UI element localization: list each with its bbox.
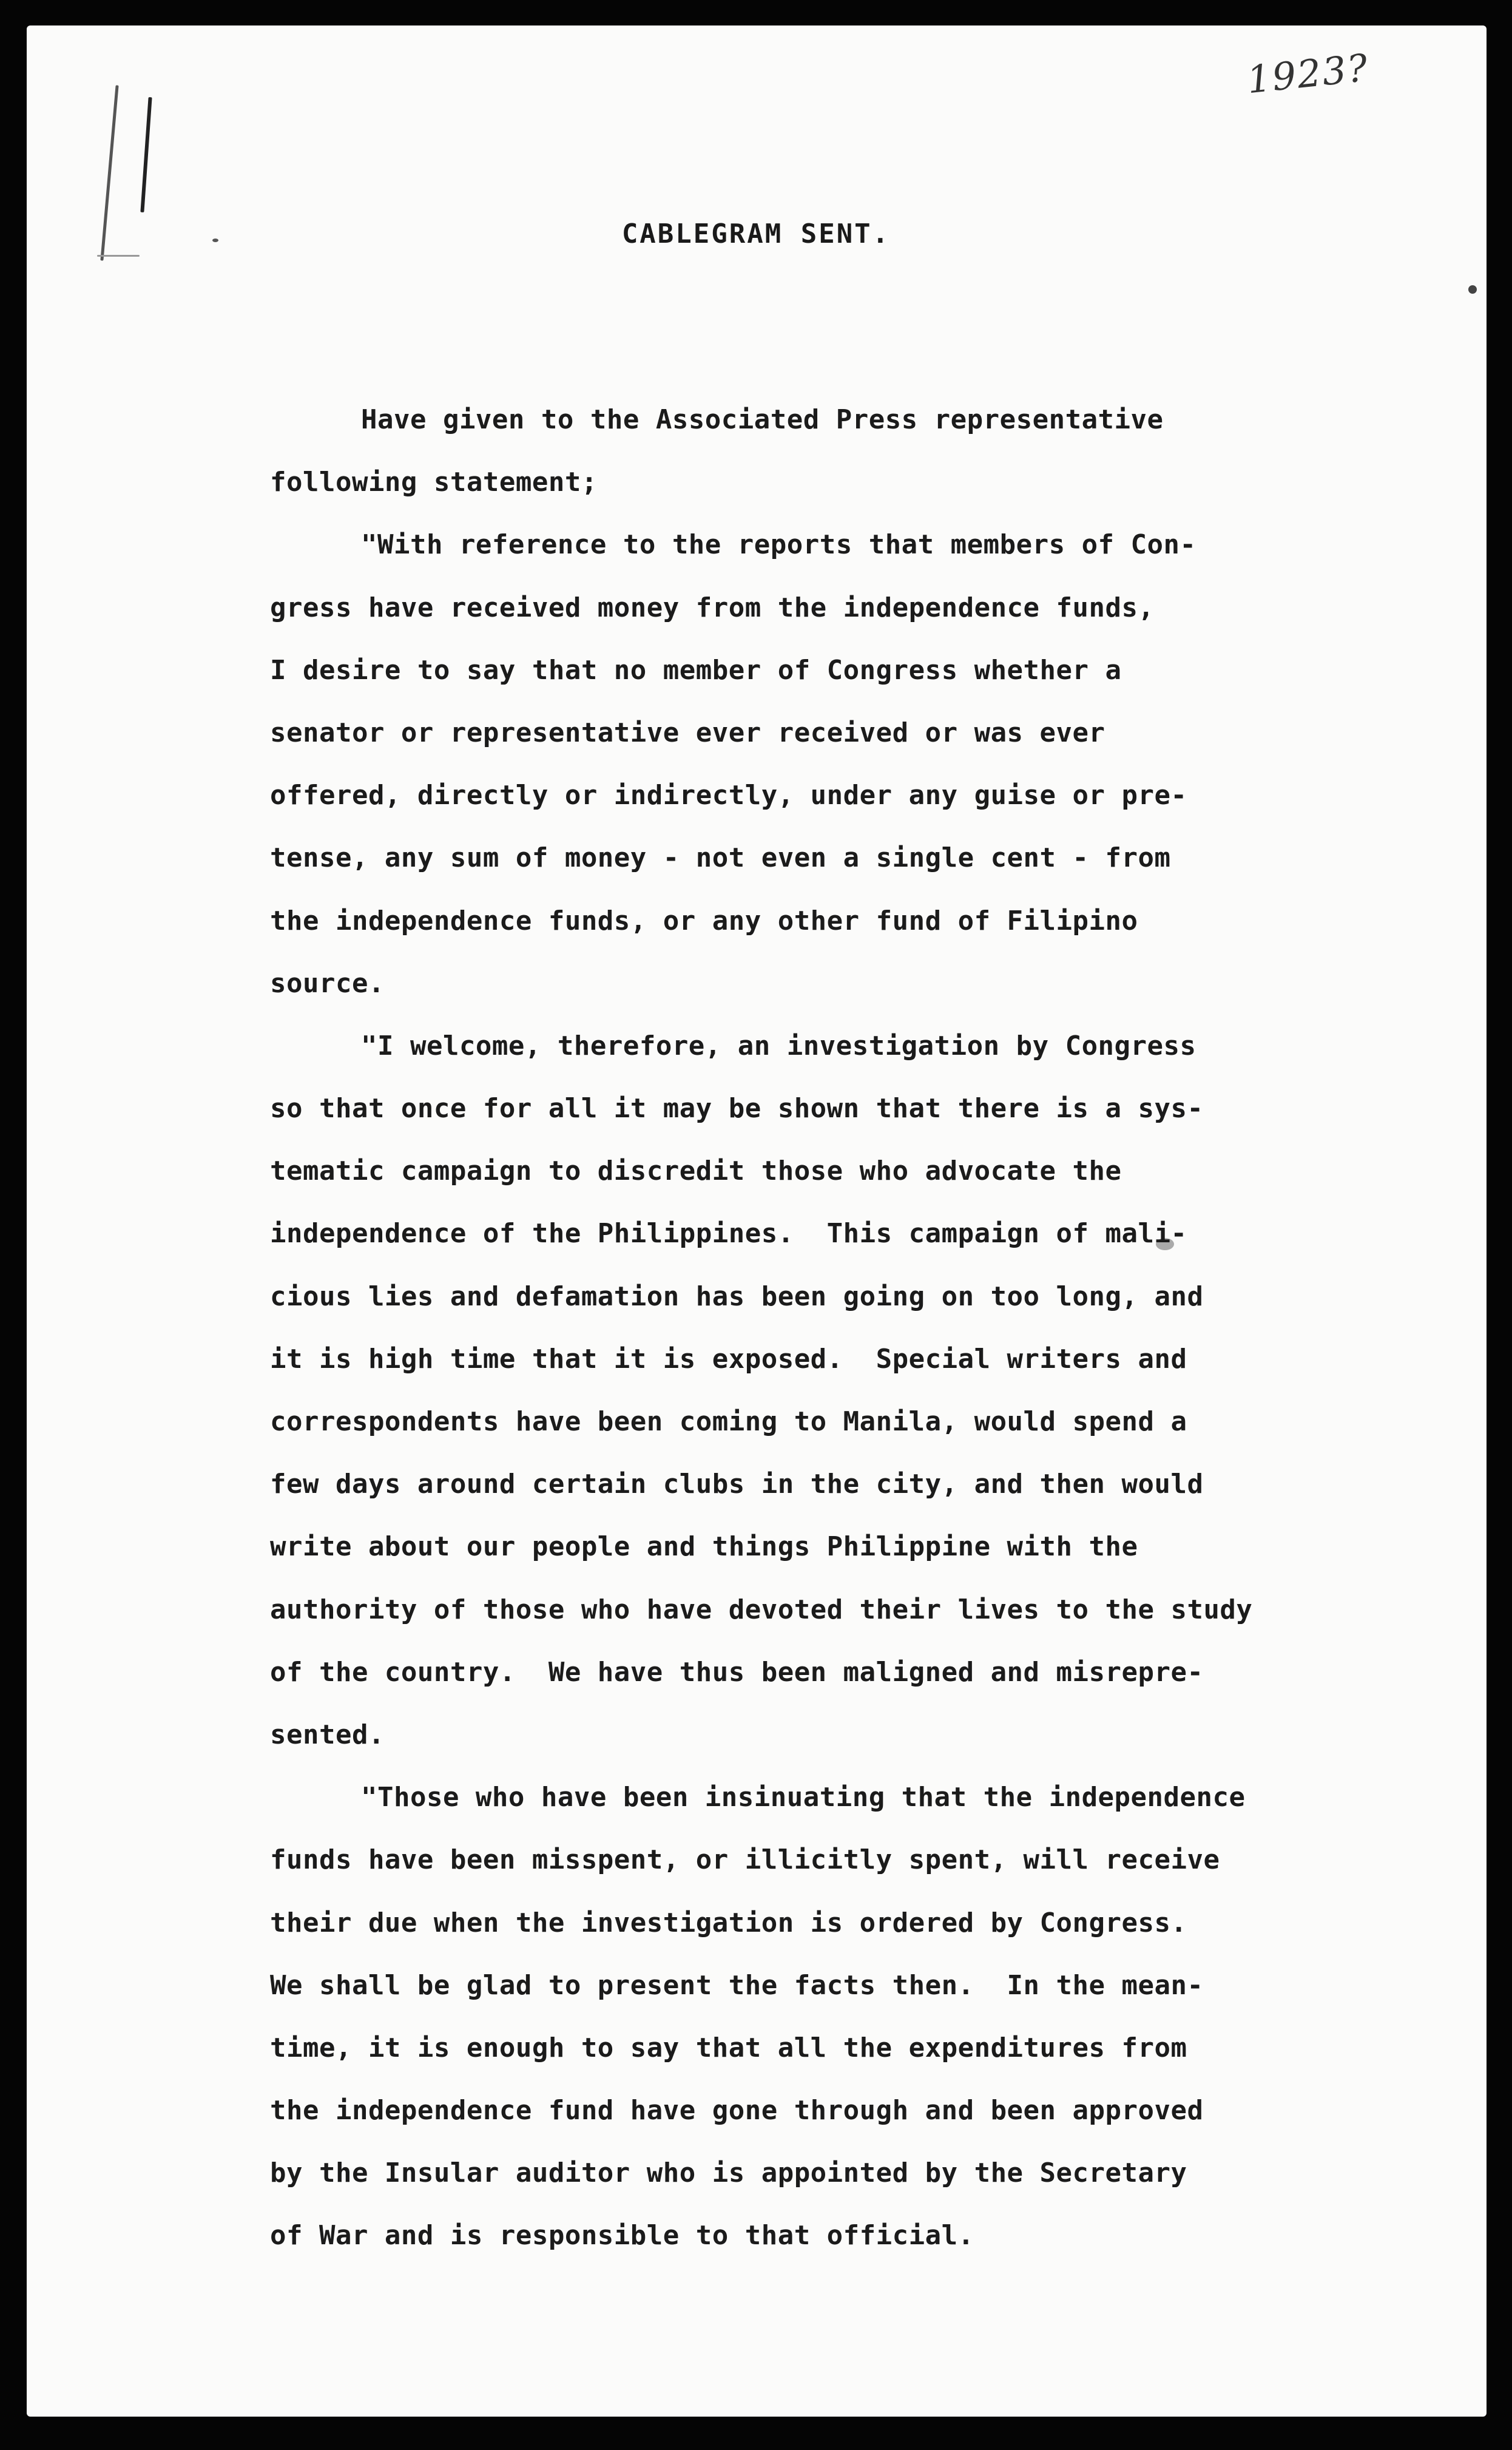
text-line: by the Insular auditor who is appointed by the Secretary (270, 2157, 1187, 2189)
text-line: time, it is enough to say that all the expenditures from (270, 2032, 1187, 2063)
paper-speck (1468, 285, 1477, 294)
text-line: of the country. We have thus been maligned and misrepre- (270, 1656, 1204, 1688)
text-line: sented. (270, 1719, 385, 1750)
text-line: authority of those who have devoted their lives to the study (270, 1594, 1253, 1625)
text-line: few days around certain clubs in the city, and then would (270, 1469, 1204, 1500)
text-line: their due when the investigation is ordered by Congress. (270, 1907, 1187, 1938)
text-line: tematic campaign to discredit those who advocate the (270, 1156, 1122, 1187)
text-line: independence of the Philippines. This campaign of mali- (270, 1218, 1187, 1250)
text-line: "Those who have been insinuating that the independence (361, 1782, 1246, 1813)
text-line: following statement; (270, 467, 598, 498)
document-title: CABLEGRAM SENT. (621, 218, 891, 249)
pencil-mark (97, 255, 140, 257)
text-line: funds have been misspent, or illicitly spent, will receive (270, 1844, 1220, 1876)
text-line: of War and is responsible to that official. (270, 2220, 974, 2252)
text-line: senator or representative ever received or was ever (270, 717, 1105, 748)
text-line: We shall be glad to present the facts then. In the mean- (270, 1969, 1204, 2001)
text-line: I desire to say that no member of Congress whether a (270, 654, 1122, 686)
text-line: "I welcome, therefore, an investigation by Congress (361, 1030, 1196, 1061)
text-line: write about our people and things Philippine with the (270, 1531, 1138, 1563)
text-line: cious lies and defamation has been going on too long, and (270, 1281, 1204, 1312)
text-line: source. (270, 967, 385, 999)
text-line: it is high time that it is exposed. Special writers and (270, 1343, 1187, 1375)
text-line: so that once for all it may be shown that there is a sys- (270, 1093, 1204, 1125)
text-line: tense, any sum of money - not even a single cent - from (270, 842, 1171, 874)
text-line: correspondents have been coming to Manila, would spend a (270, 1406, 1187, 1437)
text-line: the independence funds, or any other fund of Filipino (270, 905, 1138, 936)
text-line: Have given to the Associated Press representative (361, 404, 1164, 435)
text-line: gress have received money from the independence funds, (270, 592, 1155, 623)
text-line: "With reference to the reports that members of Con- (361, 529, 1196, 561)
document-body (270, 388, 1386, 2267)
handwritten-date-note: 1923? (1244, 45, 1371, 103)
text-line: offered, directly or indirectly, under any guise or pre- (270, 780, 1187, 811)
text-line: the independence fund have gone through and been approved (270, 2095, 1204, 2127)
